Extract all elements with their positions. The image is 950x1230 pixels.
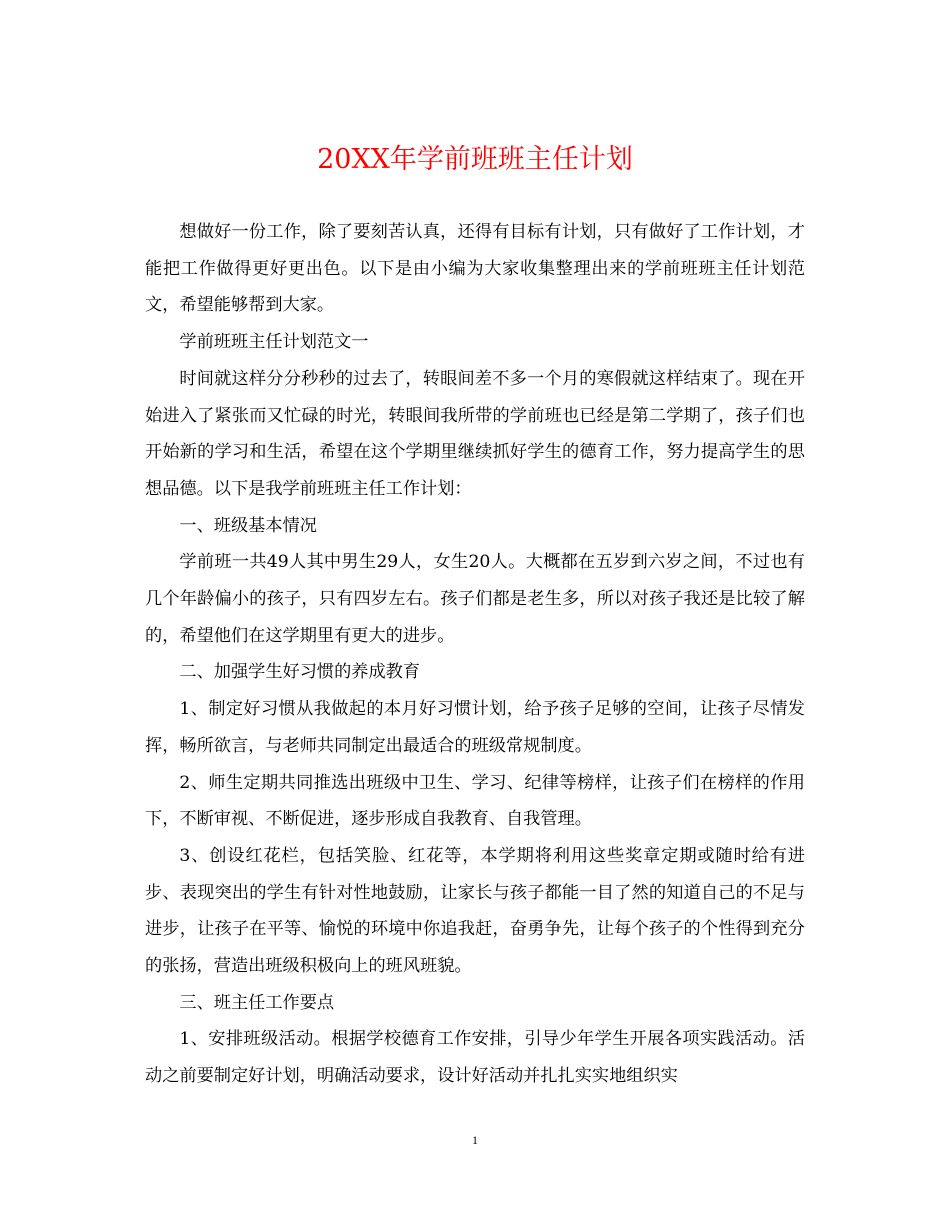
page-number: 1 [472,1133,478,1147]
paragraph-opening: 时间就这样分分秒秒的过去了，转眼间差不多一个月的寒假就这样结束了。现在开始进入了紧张而又忙碌的时光，转眼间我所带的学前班也已经是第二学期了，孩子们也开始新的学习和生活，希望在这个学期里继续抓好学生的德育工作，努力提高学生的思想品德。以下是我学前班班主任工作计划： [145,368,805,499]
document-body [145,214,805,1095]
paragraph-intro: 想做好一份工作，除了要刻苦认真，还得有目标有计划，只有做好了工作计划，才能把工作做得更好更出色。以下是由小编为大家收集整理出来的学前班班主任计划范文，希望能够帮到大家。 [145,222,805,316]
paragraph-habits-1: 1、制定好习惯从我做起的本月好习惯计划，给予孩子足够的空间，让孩子尽情发挥，畅所欲言，与老师共同制定出最适合的班级常规制度。 [145,699,805,756]
section-heading-class-info: 一、班级基本情况 [179,515,317,536]
paragraph-work-points-1: 1、安排班级活动。根据学校德育工作安排，引导少年学生开展各项实践活动。活动之前要制定好计划，明确活动要求，设计好活动并扎扎实实地组织实 [145,1029,805,1087]
paragraph-habits-3: 3、创设红花栏，包括笑脸、红花等，本学期将利用这些奖章定期或随时给有进步、表现突出的学生有针对性地鼓励，让家长与孩子都能一目了然的知道自己的不足与进步，让孩子在平等、愉悦的环境中你追我赶，奋勇争先，让每个孩子的个性得到充分的张扬，营造出班级积极向上的班风班貌。 [145,845,805,977]
paragraph-class-info: 学前班一共49人其中男生29人，女生20人。大概都在五岁到六岁之间，不过也有几个年龄偏小的孩子，只有四岁左右。孩子们都是老生多，所以对孩子我还是比较了解的，希望他们在这学期里有更大的进步。 [145,552,805,646]
paragraph-sample-heading: 学前班班主任计划范文一 [179,332,369,353]
section-heading-habits: 二、加强学生好习惯的养成教育 [179,662,421,683]
paragraph-habits-2: 2、师生定期共同推选出班级中卫生、学习、纪律等榜样，让孩子们在榜样的作用下，不断审视、不断促进，逐步形成自我教育、自我管理。 [145,772,805,830]
section-heading-work-points: 三、班主任工作要点 [179,992,335,1013]
document-title: 20XX年学前班班主任计划 [317,144,633,175]
